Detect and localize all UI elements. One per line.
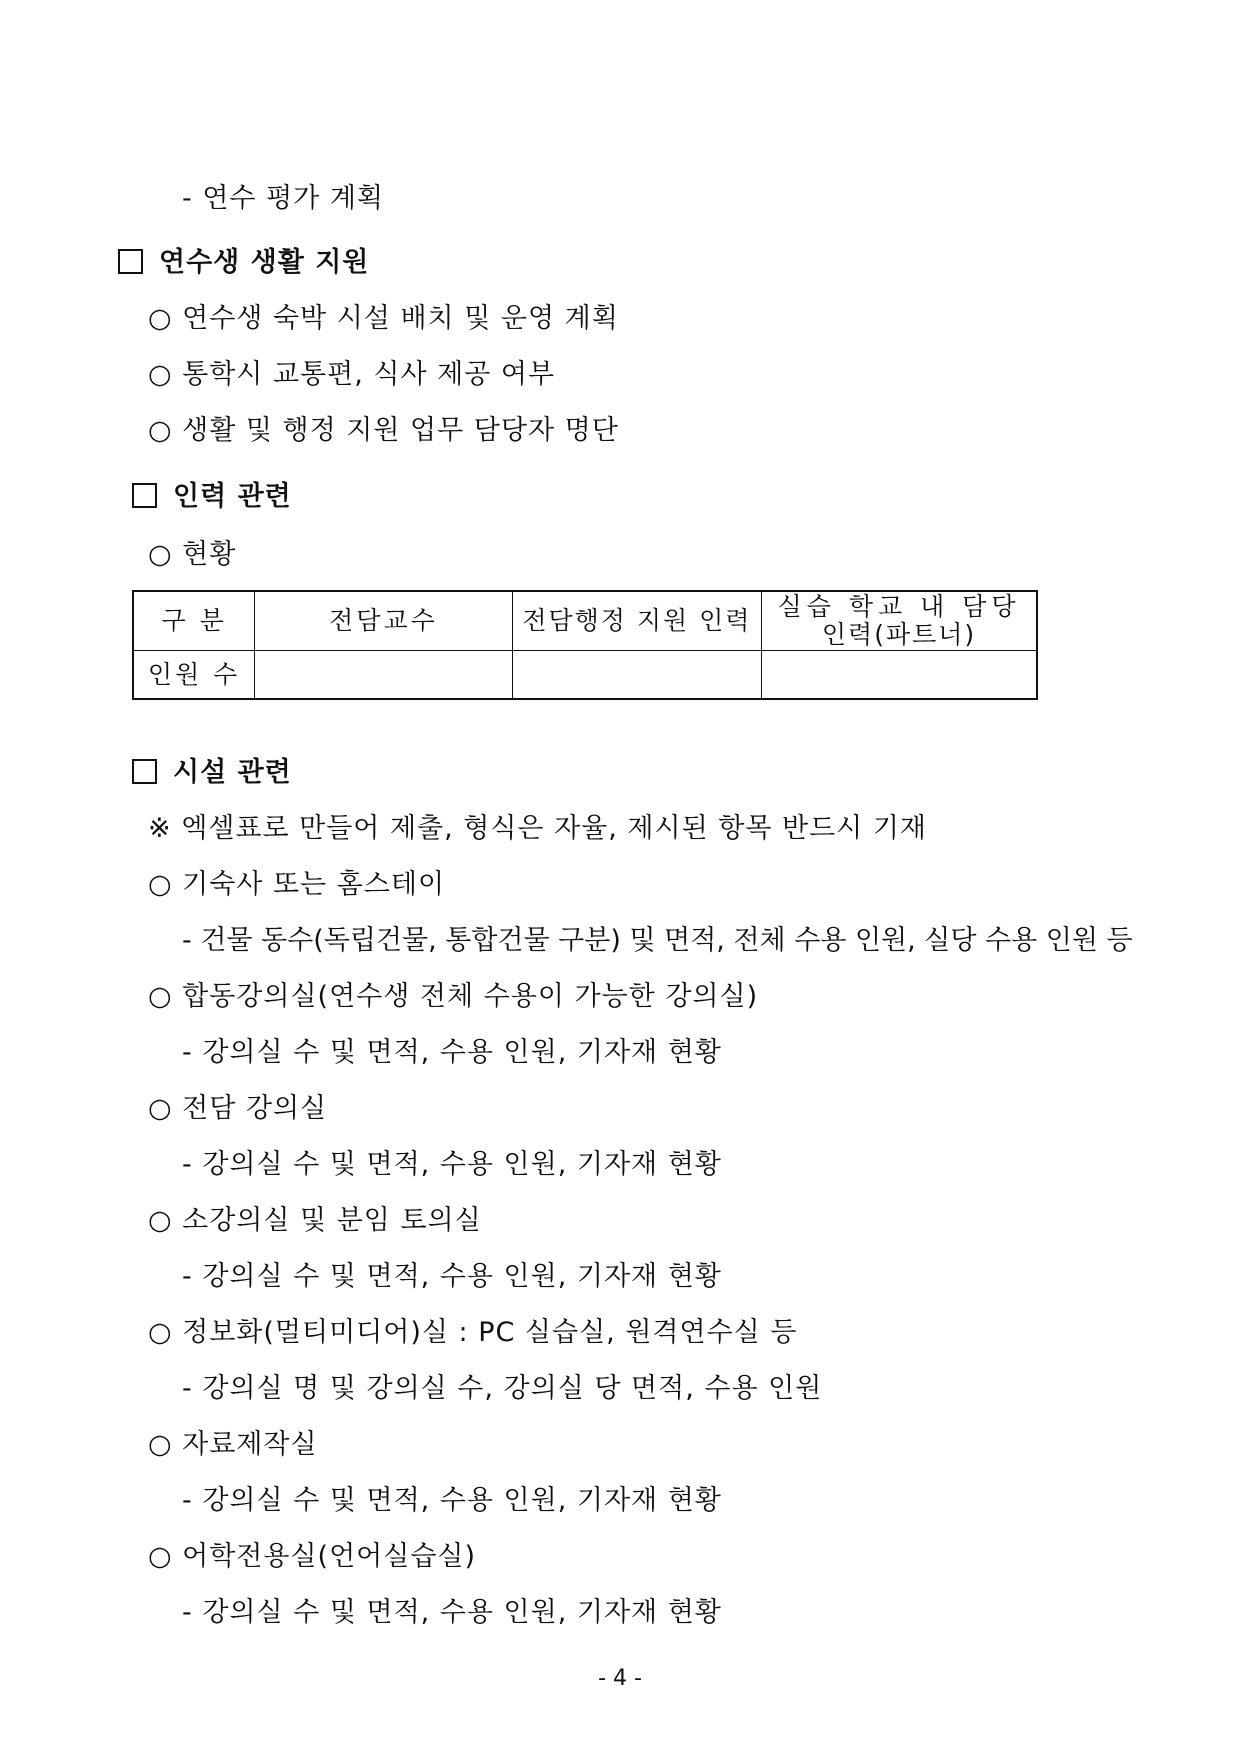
bullet-item: ○ 자료제작실 xyxy=(148,1429,318,1460)
sub-bullet-item: - 강의실 수 및 면적, 수용 인원, 기자재 현황 xyxy=(182,1597,722,1628)
sub-bullet-item: - 강의실 수 및 면적, 수용 인원, 기자재 현황 xyxy=(182,1037,722,1068)
bullet-item: ○ 생활 및 행정 지원 업무 담당자 명단 xyxy=(148,415,619,446)
bullet-item: ○ 어학전용실(언어실습실) xyxy=(148,1541,477,1572)
section-title: 인력 관련 xyxy=(173,481,292,512)
section-title: 시설 관련 xyxy=(173,757,292,788)
table-header-cell: 전담행정 지원 인력 xyxy=(512,591,761,651)
table-cell xyxy=(512,651,761,700)
sub-bullet-item: - 강의실 수 및 면적, 수용 인원, 기자재 현황 xyxy=(182,1261,722,1292)
bullet-item: ○ 소강의실 및 분임 토의실 xyxy=(148,1205,482,1236)
checkbox-square-icon xyxy=(132,483,157,508)
section-heading-facilities xyxy=(132,750,292,789)
table-header-cell: 구 분 xyxy=(133,591,255,651)
staff-table xyxy=(132,590,1038,700)
sub-bullet-item: - 강의실 수 및 면적, 수용 인원, 기자재 현황 xyxy=(182,1149,722,1180)
checkbox-square-icon xyxy=(118,249,143,274)
sub-bullet-item: - 강의실 수 및 면적, 수용 인원, 기자재 현황 xyxy=(182,1485,722,1516)
table-header-row xyxy=(133,591,1037,651)
bullet-item: ○ 통학시 교통편, 식사 제공 여부 xyxy=(148,359,556,390)
table-header-cell xyxy=(762,591,1037,651)
bullet-item: ○ 합동강의실(연수생 전체 수용이 가능한 강의실) xyxy=(148,981,759,1012)
section-title: 연수생 생활 지원 xyxy=(159,247,370,278)
note-item: ※ 엑셀표로 만들어 제출, 형식은 자율, 제시된 항목 반드시 기재 xyxy=(148,813,927,844)
table-header-line: 실습 학교 내 담당 xyxy=(777,592,1021,621)
bullet-item: ○ 연수생 숙박 시설 배치 및 운영 계획 xyxy=(148,303,619,334)
sub-bullet-item: - 강의실 명 및 강의실 수, 강의실 당 면적, 수용 인원 xyxy=(182,1373,823,1404)
section-heading-staff xyxy=(132,474,292,513)
sub-bullet-item: - 건물 동수(독립건물, 통합건물 구분) 및 면적, 전체 수용 인원, 실당 수용 인원 등 xyxy=(182,925,1133,956)
bullet-item: ○ 전담 강의실 xyxy=(148,1093,328,1124)
table-header-cell: 전담교수 xyxy=(255,591,512,651)
checkbox-square-icon xyxy=(132,759,157,784)
table-cell xyxy=(762,651,1037,700)
table-cell xyxy=(255,651,512,700)
bullet-item: ○ 기숙사 또는 홈스테이 xyxy=(148,869,446,900)
table-header-line: 인력(파트너) xyxy=(821,620,977,649)
bullet-eval-plan: - 연수 평가 계획 xyxy=(182,183,384,214)
table-row xyxy=(133,651,1037,700)
section-heading-student-life xyxy=(118,240,369,279)
table-row-label: 인원 수 xyxy=(133,651,255,700)
bullet-item: ○ 현황 xyxy=(148,539,237,570)
page-number: - 4 - xyxy=(598,1666,642,1691)
bullet-item: ○ 정보화(멀티미디어)실 : PC 실습실, 원격연수실 등 xyxy=(148,1317,798,1348)
